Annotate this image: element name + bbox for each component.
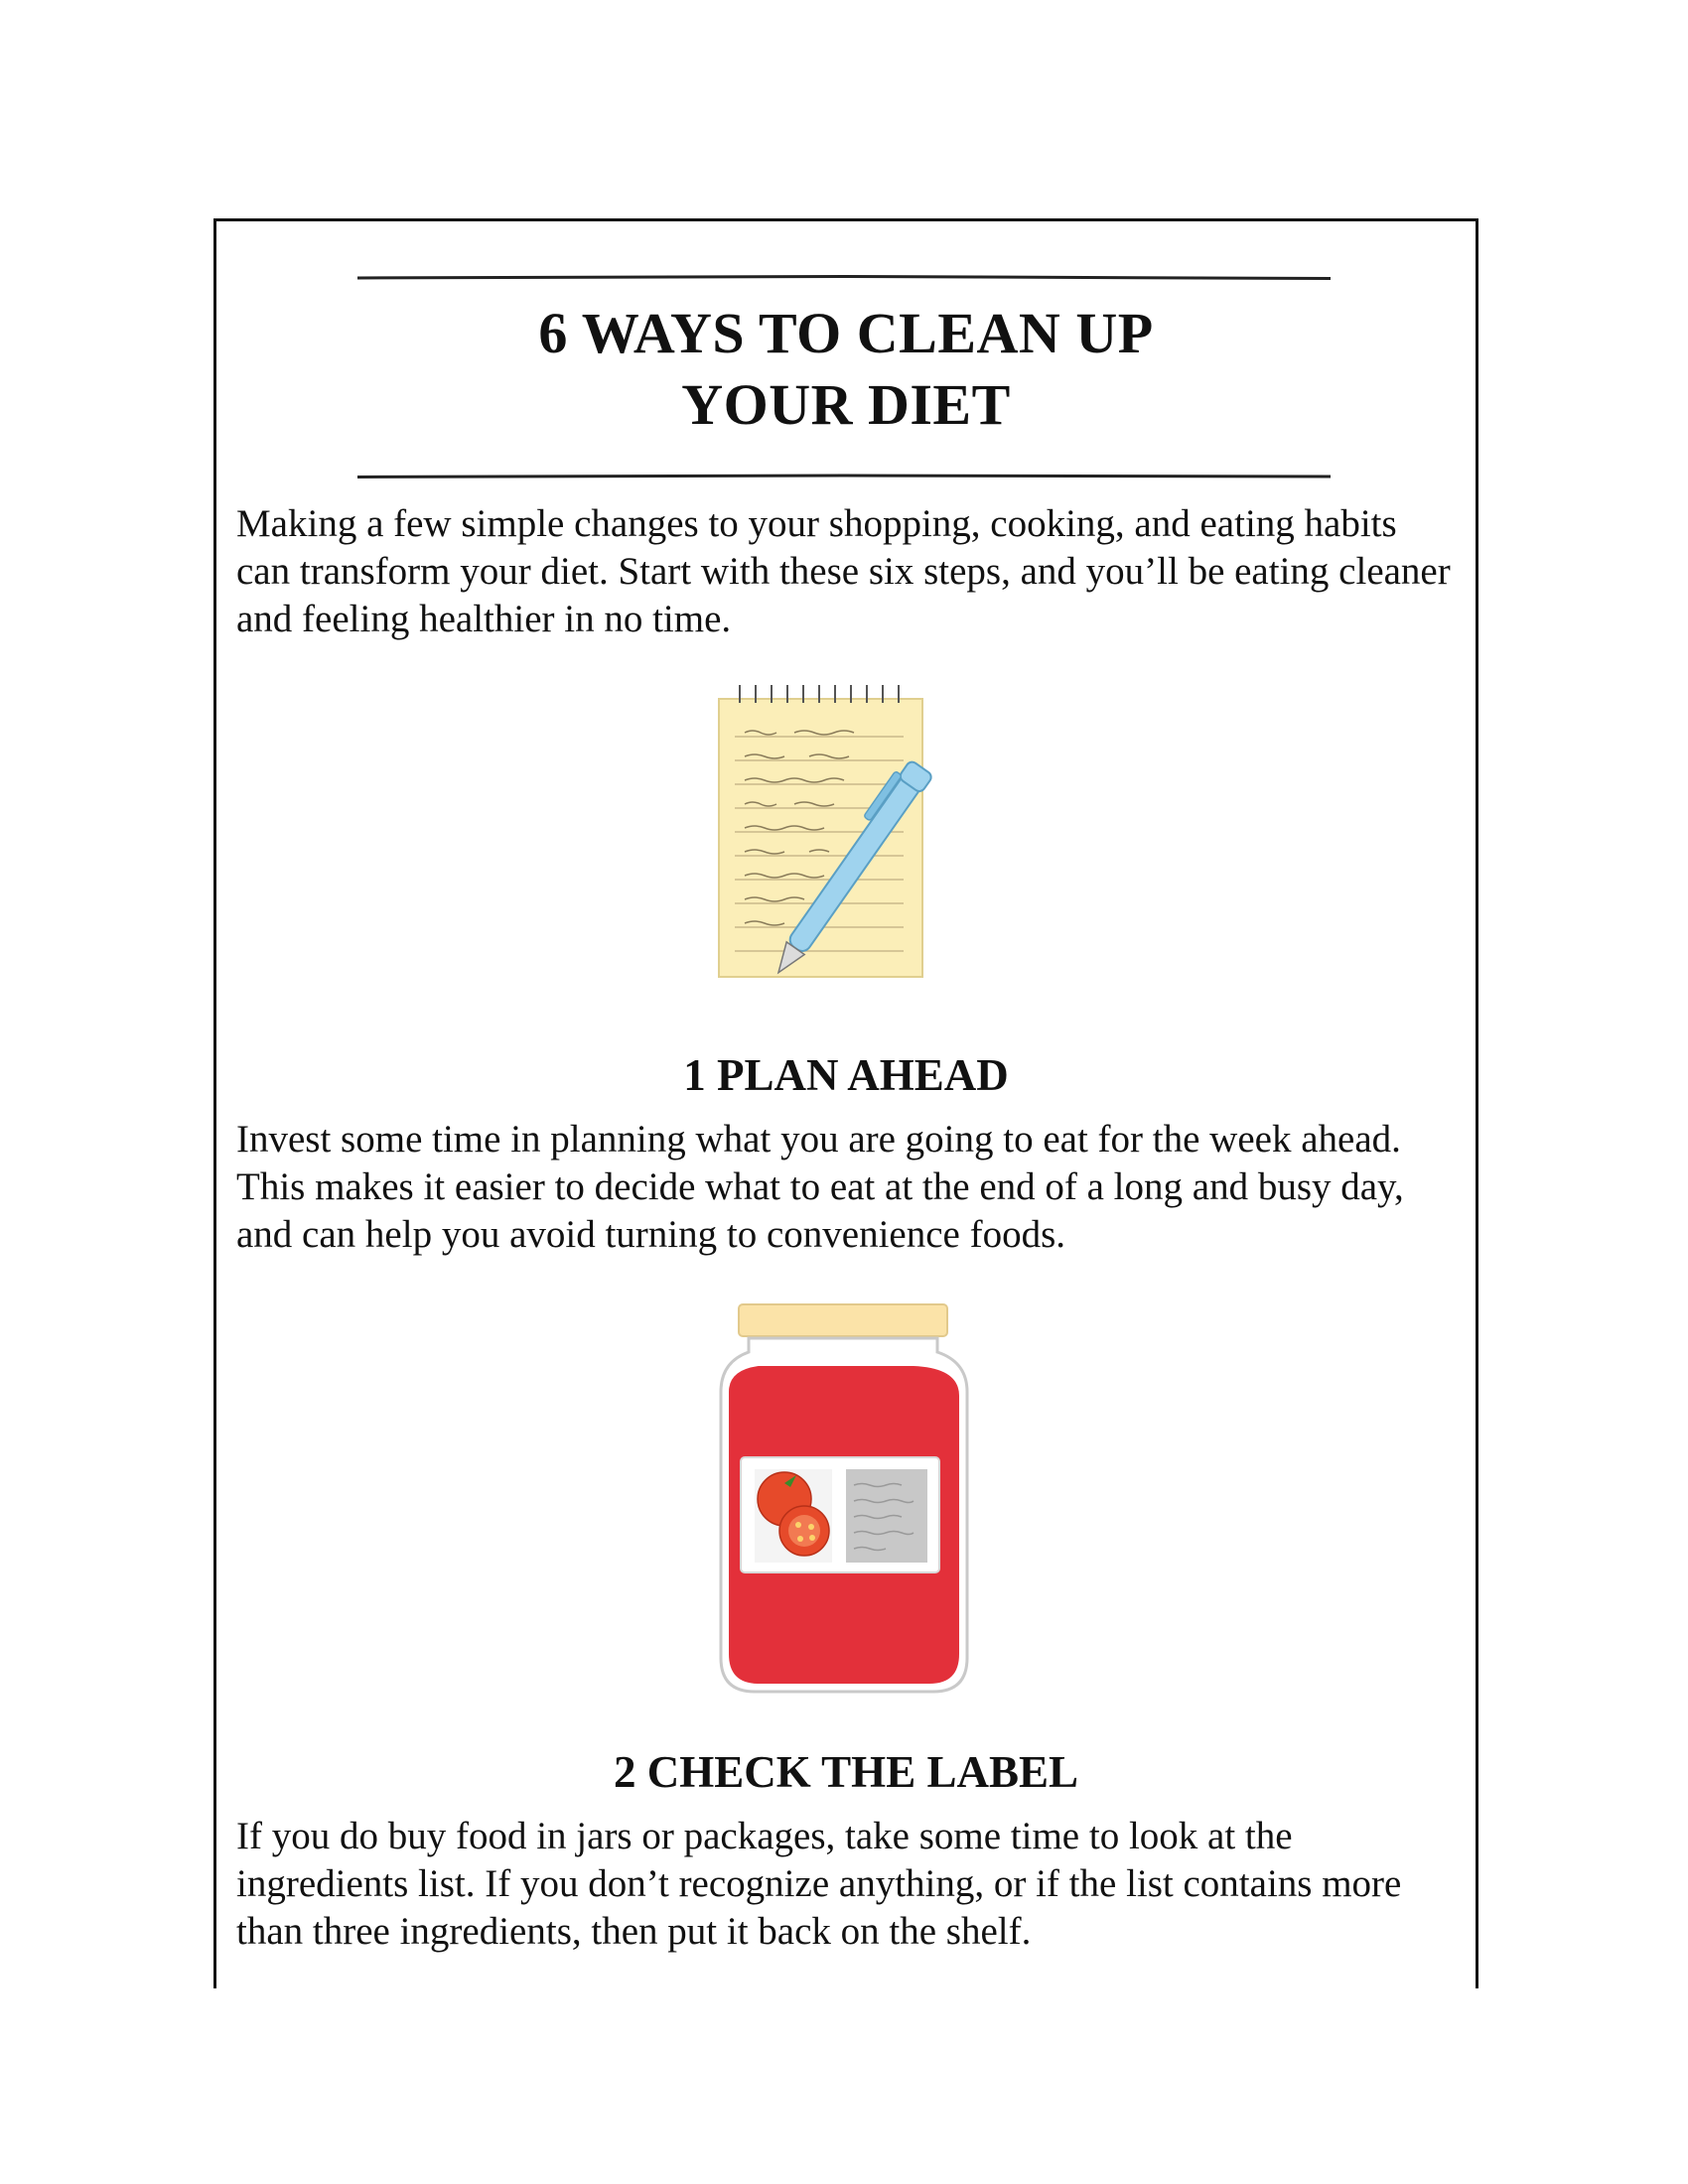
tomato-sauce-jar-icon [715, 1300, 973, 1703]
notepad-and-pen-icon [715, 681, 973, 1004]
title-line-1: 6 WAYS TO CLEAN UP [538, 301, 1154, 365]
bottom-divider [357, 473, 1331, 480]
section-2-body: If you do buy food in jars or packages, take some time to look at the ingredients list. If you don’t recognize anything, or if the list contains more than three ingredients, then put it back on the shelf. [236, 1815, 1402, 1953]
section-1-body: Invest some time in planning what you are going to eat for the week ahead. This makes it easier to decide what to eat at the end of a long and busy day, and can help you avoid turning to convenience foods. [236, 1118, 1404, 1256]
section-1-heading: 1 PLAN AHEAD [683, 1050, 1009, 1100]
intro-paragraph: Making a few simple changes to your shopping, cooking, and eating habits can transform your diet. Start with these six steps, and you’ll be eating cleaner and feeling healthier in no time. [236, 502, 1451, 640]
page-title [213, 298, 1478, 441]
page-border [213, 218, 1478, 1988]
top-divider [357, 274, 1331, 282]
title-line-2: YOUR DIET [681, 372, 1011, 437]
section-2-heading: 2 CHECK THE LABEL [613, 1747, 1079, 1797]
